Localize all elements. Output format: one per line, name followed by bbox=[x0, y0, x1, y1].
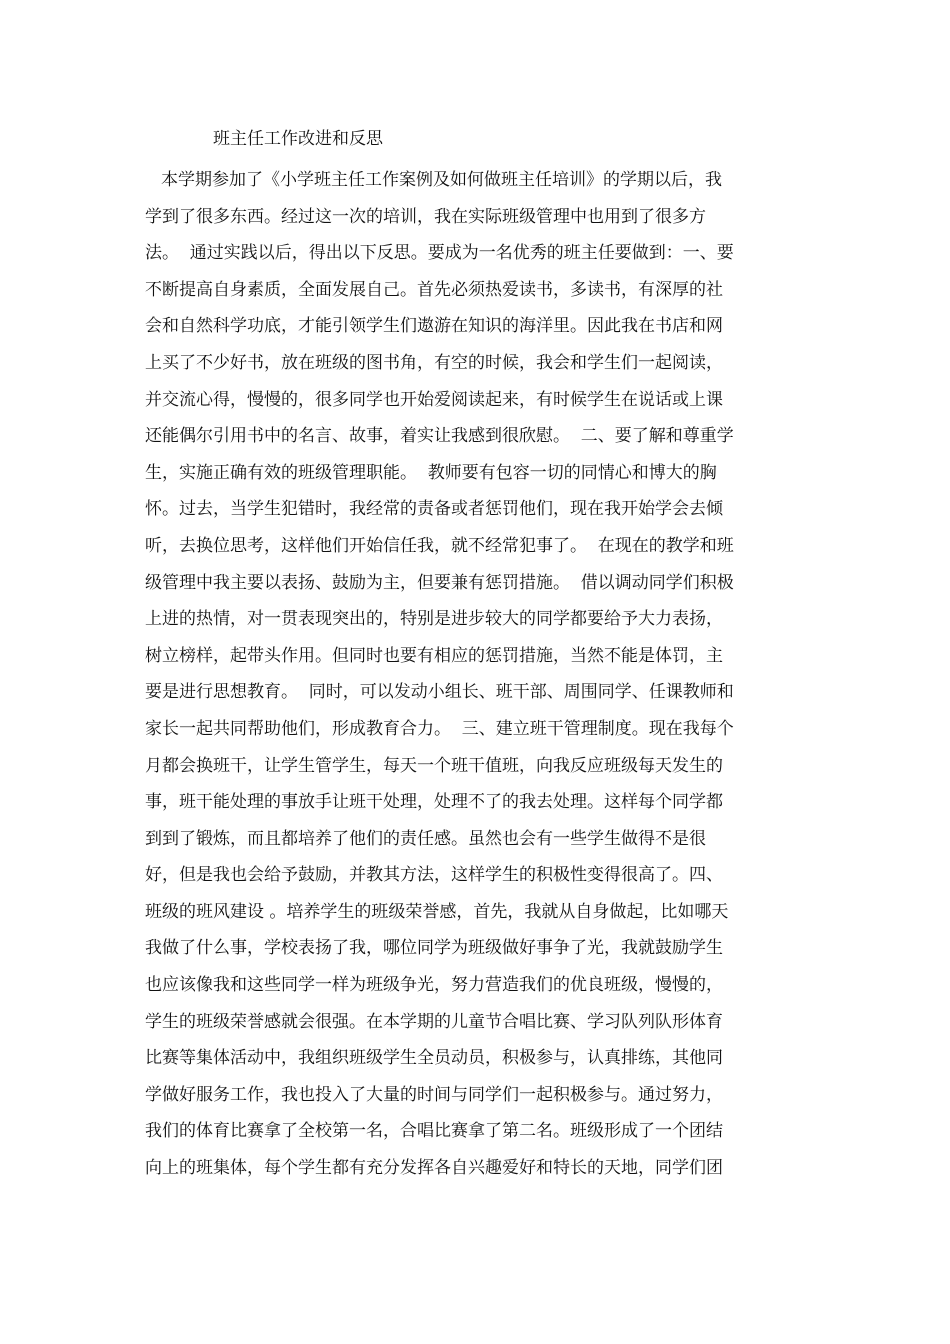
body-text-line: 并交流心得，慢慢的，很多同学也开始爱阅读起来，有时候学生在说话或上课 bbox=[145, 389, 723, 410]
body-text-line: 到到了锻炼，而且都培养了他们的责任感。虽然也会有一些学生做得不是很 bbox=[145, 828, 706, 849]
body-text-line: 树立榜样，起带头作用。但同时也要有相应的惩罚措施，当然不能是体罚，主 bbox=[145, 645, 723, 666]
body-text-line: 也应该像我和这些同学一样为班级争光，努力营造我们的优良班级，慢慢的， bbox=[145, 975, 723, 996]
body-text-line: 生，实施正确有效的班级管理职能。 教师要有包容一切的同情心和博大的胸 bbox=[145, 462, 717, 483]
body-text-line: 学生的班级荣誉感就会很强。在本学期的儿童节合唱比赛、学习队列队形体育 bbox=[145, 1011, 723, 1032]
body-text-line: 学到了很多东西。经过这一次的培训，我在实际班级管理中也用到了很多方 bbox=[145, 206, 706, 227]
body-text-line: 听，去换位思考，这样他们开始信任我，就不经常犯事了。 在现在的教学和班 bbox=[145, 535, 734, 556]
body-text-line: 上进的热情，对一贯表现突出的，特别是进步较大的同学都要给予大力表扬， bbox=[145, 609, 723, 630]
body-text-line: 怀。过去，当学生犯错时，我经常的责备或者惩罚他们，现在我开始学会去倾 bbox=[145, 499, 723, 520]
body-text-line: 向上的班集体，每个学生都有充分发挥各自兴趣爱好和特长的天地，同学们团 bbox=[145, 1158, 723, 1179]
body-text-line: 还能偶尔引用书中的名言、故事，着实让我感到很欣慰。 二、要了解和尊重学 bbox=[145, 426, 734, 447]
body-text-line: 好，但是我也会给予鼓励，并教其方法，这样学生的积极性变得很高了。四、 bbox=[145, 865, 723, 886]
document-body bbox=[145, 162, 815, 1187]
body-text-line: 比赛等集体活动中，我组织班级学生全员动员，积极参与，认真排练，其他同 bbox=[145, 1048, 723, 1069]
body-text-line: 我做了什么事，学校表扬了我，哪位同学为班级做好事争了光，我就鼓励学生 bbox=[145, 938, 723, 959]
document-title: 班主任工作改进和反思 bbox=[213, 129, 383, 149]
body-text-line: 班级的班风建设 。培养学生的班级荣誉感，首先，我就从自身做起，比如哪天 bbox=[145, 901, 729, 922]
body-text-line: 学做好服务工作，我也投入了大量的时间与同学们一起积极参与。通过努力， bbox=[145, 1084, 723, 1105]
body-text-line: 上买了不少好书，放在班级的图书角，有空的时候，我会和学生们一起阅读， bbox=[145, 352, 723, 373]
body-text-line: 月都会换班干，让学生管学生，每天一个班干值班，向我反应班级每天发生的 bbox=[145, 755, 723, 776]
body-text-line: 要是进行思想教育。 同时，可以发动小组长、班干部、周围同学、任课教师和 bbox=[145, 682, 734, 703]
body-text-line: 法。 通过实践以后，得出以下反思。要成为一名优秀的班主任要做到：一、要 bbox=[145, 243, 734, 264]
body-text-line: 事，班干能处理的事放手让班干处理，处理不了的我去处理。这样每个同学都 bbox=[145, 792, 723, 813]
body-text-line: 不断提高自身素质，全面发展自己。首先必须热爱读书，多读书，有深厚的社 bbox=[145, 279, 723, 300]
body-text-line: 家长一起共同帮助他们，形成教育合力。 三、建立班干管理制度。现在我每个 bbox=[145, 718, 734, 739]
body-text-line: 本学期参加了《小学班主任工作案例及如何做班主任培训》的学期以后，我 bbox=[161, 170, 722, 190]
body-text-line: 会和自然科学功底，才能引领学生们遨游在知识的海洋里。因此我在书店和网 bbox=[145, 316, 723, 337]
body-text-line: 级管理中我主要以表扬、鼓励为主，但要兼有惩罚措施。 借以调动同学们积极 bbox=[145, 572, 734, 593]
body-text-line: 我们的体育比赛拿了全校第一名，合唱比赛拿了第二名。班级形成了一个团结 bbox=[145, 1121, 723, 1142]
